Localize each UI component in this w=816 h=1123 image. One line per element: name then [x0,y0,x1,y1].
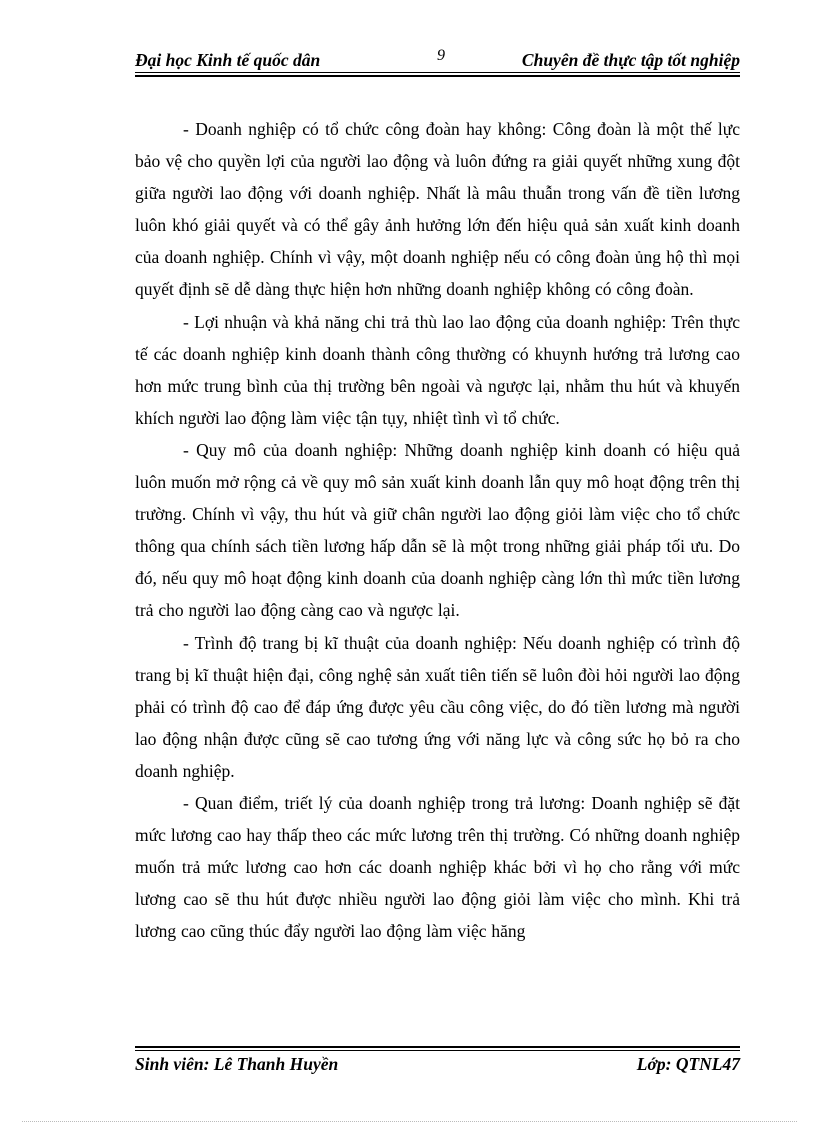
footer-rule-thin [135,1050,740,1051]
body-text [135,113,740,947]
paragraph-technology: - Trình độ trang bị kĩ thuật của doanh nghiệp: Nếu doanh nghiệp có trình độ trang bị kĩ thuật hiện đại, công nghệ sản xuất tiên tiến sẽ luôn đòi hỏi người lao động phải có trình độ cao để đáp ứng được yêu cầu công việc, do đó tiền lương mà người lao động nhận được cũng sẽ cao tương ứng với năng lực và công sức họ bỏ ra cho doanh nghiệp. [135,632,740,781]
page-footer [135,1054,740,1080]
paragraph-philosophy: - Quan điểm, triết lý của doanh nghiệp trong trả lương: Doanh nghiệp sẽ đặt mức lương cao hay thấp theo các mức lương trên thị trường. Có những doanh nghiệp muốn trả mức lương cao hơn các doanh nghiệp khác bởi vì họ cho rằng với mức lương cao sẽ thu hút được nhiều người lao động giỏi làm việc cho mình. Khi trả lương cao cũng thúc đẩy người lao động làm việc hăng [135,792,740,942]
header-document-type: Chuyên đề thực tập tốt nghiệp [521,50,740,70]
footer-class: Lớp: QTNL47 [636,1054,740,1074]
header-university: Đại học Kinh tế quốc dân [135,50,321,70]
page-number: 9 [437,47,445,64]
page-header [135,46,740,72]
footer-student: Sinh viên: Lê Thanh Huyền [135,1054,339,1074]
header-rule-thick [135,75,740,77]
page-edge-divider [22,1121,797,1122]
paragraph-trade-union: - Doanh nghiệp có tổ chức công đoàn hay không: Công đoàn là một thế lực bảo vệ cho quyền lợi của người lao động và luôn đứng ra giải quyết những xung đột giữa người lao động với doanh nghiệp. Nhất là mâu thuẫn trong vấn đề tiền lương luôn khó giải quyết và có thể gây ảnh hưởng lớn đến hiệu quả sản xuất kinh doanh của doanh nghiệp. Chính vì vậy, một doanh nghiệp nếu có công đoàn ủng hộ thì mọi quyết định sẽ dễ dàng thực hiện hơn những doanh nghiệp không có công đoàn. [135,119,740,300]
paragraph-profit: - Lợi nhuận và khả năng chi trả thù lao lao động của doanh nghiệp: Trên thực tế các doanh nghiệp kinh doanh thành công thường có khuynh hướng trả lương cao hơn mức trung bình của thị trường bên ngoài và ngược lại, nhằm thu hút và khuyến khích người lao động làm việc tận tụy, nhiệt tình vì tổ chức. [135,311,740,428]
footer-rule-thick [135,1046,740,1048]
header-rule-thin [135,72,740,73]
paragraph-scale: - Quy mô của doanh nghiệp: Những doanh nghiệp kinh doanh có hiệu quả luôn muốn mở rộng cả về quy mô sản xuất kinh doanh lẫn quy mô hoạt động trên thị trường. Chính vì vậy, thu hút và giữ chân người lao động giỏi làm việc cho tổ chức thông qua chính sách tiền lương hấp dẫn sẽ là một trong những giải pháp tối ưu. Do đó, nếu quy mô hoạt động kinh doanh của doanh nghiệp càng lớn thì mức tiền lương trả cho người lao động càng cao và ngược lại. [135,439,740,621]
